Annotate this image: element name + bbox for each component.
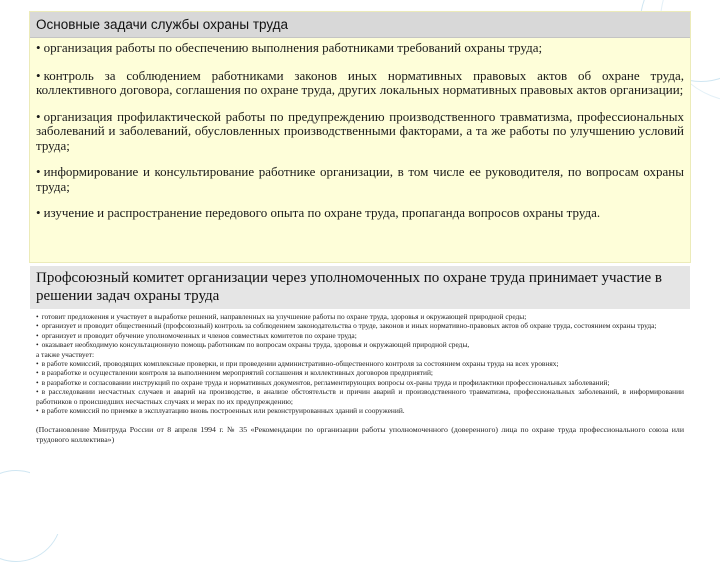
committee-item: • организует и проводит общественный (профсоюзный) контроль за соблюдением законодательства о труде, законов и иных нормативно-правовых актов об охране труда, состоянием охраны труда; [36, 321, 657, 331]
task-item: • организация профилактической работы по предупреждению производственного травматизма, профессиональных заболеваний и заболеваний, обусловленных производственными факторами, а та же работы по улучшению условий труда; [36, 108, 684, 153]
bullet-icon: • [36, 406, 39, 416]
bullet-icon: • [36, 359, 39, 369]
task-item: • контроль за соблюдением работниками законов иных нормативных правовых актов об охране труда, коллективного договора, соглашения по охране труда, других локальных нормативных правовых актов организации; [36, 67, 684, 97]
bullet-icon: • [36, 368, 39, 378]
also-participates-label: а также участвует: [36, 349, 95, 359]
bullet-icon: • [36, 330, 39, 340]
bullet-icon: • [36, 205, 41, 220]
safety-service-tasks-list [30, 38, 690, 221]
committee-item: • организует и проводит обучение уполномоченных и членов совместных комитетов по охране труда; [36, 330, 357, 340]
task-item: • организация работы по обеспечению выполнения работниками требований охраны труда; [36, 40, 543, 55]
committee-item: • оказывает необходимую консультационную помощь работникам по вопросам охраны труда, здоровья и окружающей природной среды, [36, 340, 470, 350]
trade-union-committee-box [30, 266, 690, 534]
trade-union-committee-list [30, 309, 690, 445]
bullet-icon: • [36, 67, 41, 83]
bullet-icon: • [36, 312, 39, 321]
participation-item: • в разработке и осуществлении контроля за выполнением мероприятий соглашения и коллективных договоров предприятий; [36, 368, 433, 378]
decree-reference: (Постановление Минтруда России от 8 апреля 1994 г. № 35 «Рекомендации по организации работы уполномоченного (доверенного) лица по охране труда профессионального союза или трудового коллектива») [36, 425, 684, 445]
participation-item: • в работе комиссий, проводящих комплексные проверки, и при проведении административно-общественного контроля за состоянием охраны труда на всех уровнях; [36, 359, 559, 369]
task-item: • изучение и распространение передового опыта по охране труда, пропаганда вопросов охраны труда. [36, 205, 601, 220]
bullet-icon: • [36, 387, 39, 397]
bullet-icon: • [36, 340, 39, 350]
task-item: • информирование и консультирование работнике организации, в том числе ее руководителя, по вопросам охраны труда; [36, 164, 684, 194]
committee-item: • готовит предложения и участвует в выработке решений, направленных на улучшение работы по охране труда, здоровья и окружающей природной среды; [36, 312, 527, 321]
bullet-icon: • [36, 321, 39, 331]
safety-service-tasks-title: Основные задачи службы охраны труда [30, 12, 690, 38]
participation-item: • в разработке и согласовании инструкций по охране труда и нормативных документов, регламентирующих вопросы ох-раны труда и профилактики профессиональных заболеваний; [36, 377, 610, 387]
safety-service-tasks-box [30, 12, 690, 262]
bullet-icon: • [36, 377, 39, 387]
participation-item: • в работе комиссий по приемке в эксплуатацию вновь построенных или реконструированных зданий и сооружений. [36, 406, 405, 416]
bullet-icon: • [36, 40, 41, 55]
bullet-icon: • [36, 164, 41, 179]
participation-item: • в расследовании несчастных случаев и аварий на производстве, в анализе обстоятельств и причин аварий и производственного травматизма, профессиональных заболеваний, в информировании работников о происшедших несчастных случаях и мерах по их предупреждению; [36, 387, 684, 406]
bullet-icon: • [36, 108, 41, 124]
trade-union-committee-title: Профсоюзный комитет организации через уполномоченных по охране труда принимает участие в решении задач охраны труда [30, 266, 690, 309]
